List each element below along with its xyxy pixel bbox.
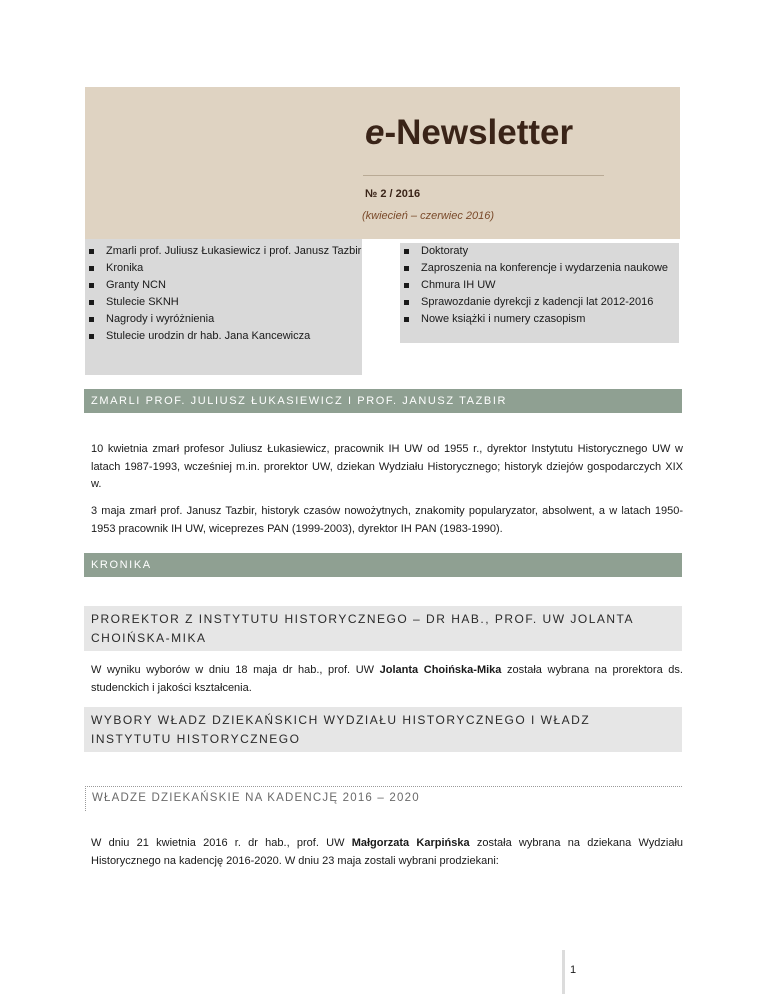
section-heading-chronicle: KRONIKA — [84, 553, 682, 577]
bullet-icon — [404, 283, 409, 288]
bullet-icon — [89, 249, 94, 254]
toc-item-label: Nowe książki i numery czasopism — [421, 313, 586, 325]
toc-item — [85, 277, 362, 294]
bullet-icon — [89, 283, 94, 288]
name-choinska-mika: Jolanta Choińska-Mika — [379, 664, 502, 676]
issue-period: (kwiecień – czerwiec 2016) — [362, 210, 495, 222]
obituary-lukasiewicz: 10 kwietnia zmarł profesor Juliusz Łukasiewicz, pracownik IH UW od 1955 r., dyrektor Instytutu Historycznego UW w latach 1987-1993, wcześniej m.in. prorektor UW, dziekan Wydziału Historycznego; historyk dziejów gospodarczych XIX w. — [91, 443, 683, 490]
toc-item — [85, 311, 362, 328]
toc-left-column — [85, 239, 362, 375]
title-divider — [363, 175, 604, 176]
bullet-icon — [89, 266, 94, 271]
toc-item — [400, 243, 679, 260]
toc-item-label: Chmura IH UW — [421, 279, 496, 291]
toc-item — [400, 311, 679, 328]
toc-right-column — [400, 243, 679, 343]
toc-item — [85, 294, 362, 311]
toc-item-label: Stulecie urodzin dr hab. Jana Kancewicza — [106, 330, 311, 342]
subheading-prorector: PROREKTOR Z INSTYTUTU HISTORYCZNEGO – DR HAB., PROF. UW JOLANTA CHOIŃSKA-MIKA — [84, 606, 682, 651]
subheading-faculty-elections: WYBORY WŁADZ DZIEKAŃSKICH WYDZIAŁU HISTORYCZNEGO I WŁADZ INSTYTUTU HISTORYCZNEGO — [84, 707, 682, 752]
bullet-icon — [89, 300, 94, 305]
page-number-rule — [562, 950, 565, 994]
toc-item-label: Kronika — [106, 262, 144, 274]
bullet-icon — [404, 300, 409, 305]
toc-item-label: Stulecie SKNH — [106, 296, 179, 308]
toc-item-label: Doktoraty — [421, 245, 469, 257]
bullet-icon — [404, 266, 409, 271]
bullet-icon — [89, 334, 94, 339]
issue-number: № 2 / 2016 — [365, 188, 421, 200]
toc-item-label: Sprawozdanie dyrekcji z kadencji lat 2012-2016 — [421, 296, 654, 308]
obituary-tazbir: 3 maja zmarł prof. Janusz Tazbir, historyk czasów nowożytnych, znakomity popularyzator, absolwent, a w latach 1950-1953 pracownik IH UW, wiceprezes PAN (1999-2003), dyrektor IH PAN (1983-1990). — [91, 505, 683, 535]
dean-election-paragraph: W dniu 21 kwietnia 2016 r. dr hab., prof. UW Małgorzata Karpińska została wybrana na dziekana Wydziału Historycznego na kadencję 2016-2020. W dniu 23 maja zostali wybrani prodziekani: — [91, 837, 684, 867]
prorector-paragraph: W wyniku wyborów w dniu 18 maja dr hab., prof. UW Jolanta Choińska-Mika została wybrana na prorektora ds. studenckich i jakości kształcenia. — [91, 664, 683, 694]
section-heading-obituaries: ZMARLI PROF. JULIUSZ ŁUKASIEWICZ I PROF. JANUSZ TAZBIR — [84, 389, 682, 413]
toc-item — [400, 277, 679, 294]
toc-item — [85, 243, 362, 260]
page-number: 1 — [570, 964, 577, 976]
name-karpinska: Małgorzata Karpińska — [351, 837, 470, 849]
toc-item — [85, 328, 362, 345]
toc-item-label: Zaproszenia na konferencje i wydarzenia naukowe — [421, 262, 669, 274]
toc-item — [85, 260, 362, 277]
bullet-icon — [404, 249, 409, 254]
toc-item-label: Granty NCN — [106, 279, 166, 291]
toc-item — [400, 294, 679, 311]
toc-item — [400, 260, 679, 277]
toc-item-label: Nagrody i wyróżnienia — [106, 313, 215, 325]
newsletter-title: e-Newsletter — [365, 113, 574, 152]
toc-item-label: Zmarli prof. Juliusz Łukasiewicz i prof. Janusz Tazbir — [106, 245, 362, 257]
bullet-icon — [89, 317, 94, 322]
bullet-icon — [404, 317, 409, 322]
subheading-dean-authorities: WŁADZE DZIEKAŃSKIE NA KADENCJĘ 2016 – 2020 — [85, 786, 682, 811]
